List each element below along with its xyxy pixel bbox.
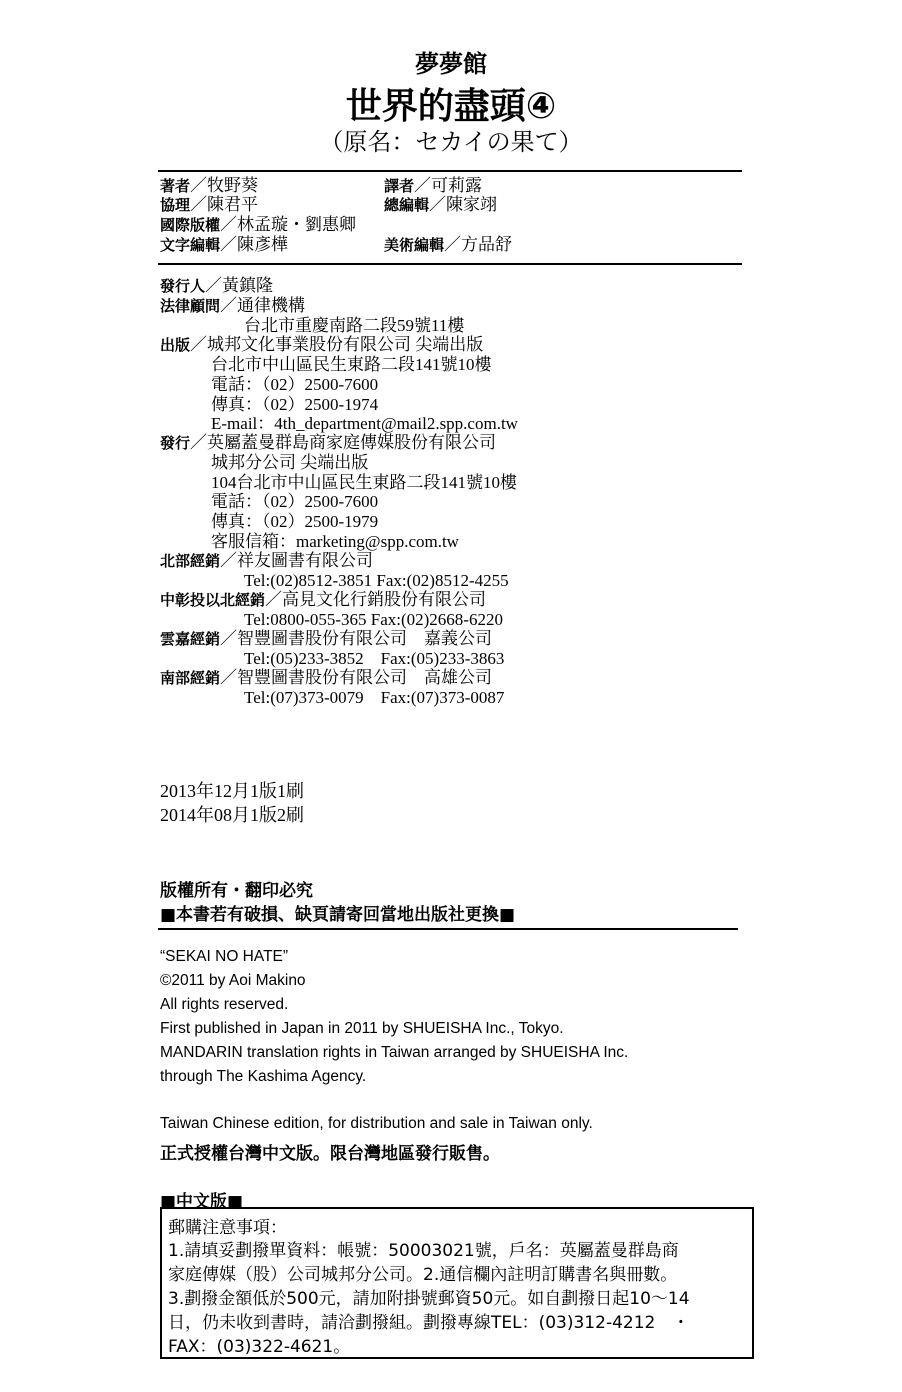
- distributor-row: [160, 433, 496, 454]
- english-line: ©2011 by Aoi Makino: [160, 972, 306, 989]
- north-value: 祥友圖書有限公司: [237, 551, 374, 570]
- separator: ／: [190, 176, 208, 195]
- credit-value: 方品舒: [461, 235, 513, 254]
- page-title: 世界的盡頭④: [345, 86, 557, 127]
- north-row: [160, 551, 373, 572]
- separator: ／: [190, 433, 208, 452]
- legal-value: 通律機構: [237, 296, 306, 315]
- separator: ／: [190, 335, 208, 354]
- south-label: 南部經銷: [160, 669, 221, 687]
- credit-value: 可莉露: [431, 176, 483, 195]
- credit-value: 陳家翊: [446, 195, 498, 214]
- publisher-address: 台北市中山區民生東路二段141號10樓: [211, 355, 492, 374]
- south-contact: Tel:(07)373-0079 Fax:(07)373-0087: [244, 688, 505, 707]
- edition-line: 2013年12月1版1刷: [160, 781, 304, 801]
- south-value: 智豐圖書股份有限公司 高雄公司: [237, 668, 493, 687]
- separator: ／: [220, 629, 238, 648]
- credit-row: [160, 235, 288, 256]
- legal-label: 法律顧問: [160, 297, 221, 315]
- distributor-phone: 電話：（02）2500-7600: [211, 492, 379, 511]
- credit-label: 美術編輯: [384, 236, 445, 254]
- edition-note: Taiwan Chinese edition, for distribution and sale in Taiwan only.: [160, 1115, 593, 1132]
- distributor-email: 客服信箱：marketing@spp.com.tw: [211, 532, 459, 551]
- separator: ／: [265, 590, 283, 609]
- separator: ／: [220, 296, 238, 315]
- distributor-address: 104台北市中山區民生東路二段141號10樓: [211, 473, 517, 492]
- separator: ／: [444, 235, 462, 254]
- publisher-value: 城邦文化事業股份有限公司 尖端出版: [207, 335, 484, 354]
- credit-row: [384, 176, 482, 197]
- divider-credits: [158, 263, 742, 265]
- north-contact: Tel:(02)8512-3851 Fax:(02)8512-4255: [244, 571, 509, 590]
- yunjia-row: [160, 629, 492, 650]
- credit-label: 總編輯: [384, 196, 430, 214]
- issuer-row: [160, 276, 273, 297]
- credit-label: 國際版權: [160, 216, 221, 234]
- english-line: First published in Japan in 2011 by SHUEISHA Inc., Tokyo.: [160, 1020, 564, 1037]
- separator: ／: [220, 551, 238, 570]
- legal-row: [160, 296, 305, 317]
- mail-order-title: 郵購注意事項：: [168, 1218, 287, 1238]
- mail-order-line: 3.劃撥金額低於500元，請加附掛號郵資50元。如自劃撥日起10～14: [168, 1289, 690, 1309]
- mail-order-box: [160, 1207, 754, 1359]
- distributor-branch: 城邦分公司 尖端出版: [211, 453, 369, 472]
- credit-label: 著者: [160, 177, 191, 195]
- credit-label: 文字編輯: [160, 236, 221, 254]
- publisher-label: 出版: [160, 336, 191, 354]
- english-line: All rights reserved.: [160, 996, 289, 1013]
- credit-label: 協理: [160, 196, 191, 214]
- publisher-line: 夢夢館: [415, 50, 487, 78]
- separator: ／: [220, 668, 238, 687]
- credit-row: [160, 195, 258, 216]
- publisher-email: E-mail：4th_department@mail2.spp.com.tw: [211, 414, 518, 433]
- yunjia-value: 智豐圖書股份有限公司 嘉義公司: [237, 629, 493, 648]
- mail-order-line: 家庭傳媒（股）公司城邦分公司。2.通信欄內註明訂購書名與冊數。: [168, 1265, 678, 1285]
- issuer-label: 發行人: [160, 277, 206, 295]
- credit-row: [384, 195, 497, 216]
- distributor-value: 英屬蓋曼群島商家庭傳媒股份有限公司: [207, 433, 497, 452]
- separator: ／: [429, 195, 447, 214]
- divider-top: [158, 170, 742, 172]
- central-label: 中彰投以北經銷: [160, 591, 266, 609]
- english-line: MANDARIN translation rights in Taiwan arranged by SHUEISHA Inc.: [160, 1044, 629, 1061]
- credit-row: [160, 215, 356, 236]
- mail-order-line: 日，仍未收到書時，請洽劃撥組。劃撥專線TEL：(03)312-4212 ・: [168, 1313, 690, 1333]
- english-line: through The Kashima Agency.: [160, 1068, 367, 1085]
- south-row: [160, 668, 492, 689]
- credit-value: 牧野葵: [207, 176, 259, 195]
- edition-line: 2014年08月1版2刷: [160, 805, 304, 825]
- credit-value: 陳彥樺: [237, 235, 289, 254]
- north-label: 北部經銷: [160, 552, 221, 570]
- legal-address: 台北市重慶南路二段59號11樓: [244, 316, 465, 335]
- english-line: “SEKAI NO HATE”: [160, 948, 289, 965]
- publisher-row: [160, 335, 483, 356]
- credit-row: [160, 176, 258, 197]
- replacement-notice: ■本書若有破損、缺頁請寄回當地出版社更換■: [160, 905, 516, 925]
- mail-order-line: FAX：(03)322-4621。: [168, 1337, 351, 1357]
- issuer-value: 黃鎮隆: [222, 276, 274, 295]
- divider-rights: [158, 928, 738, 930]
- publisher-phone: 電話：（02）2500-7600: [211, 375, 379, 394]
- separator: ／: [190, 195, 208, 214]
- credit-value: 林孟璇・劉惠卿: [237, 215, 357, 234]
- separator: ／: [414, 176, 432, 195]
- chinese-edition-heading: ■中文版■: [160, 1192, 244, 1212]
- yunjia-label: 雲嘉經銷: [160, 630, 221, 648]
- original-title: （原名：セカイの果て）: [319, 128, 583, 156]
- credit-row: [384, 235, 512, 256]
- central-value: 高見文化行銷股份有限公司: [282, 590, 487, 609]
- copyright-notice: 版權所有・翻印必究: [160, 881, 313, 901]
- credit-value: 陳君平: [207, 195, 259, 214]
- distributor-label: 發行: [160, 434, 191, 452]
- authorized-notice: 正式授權台灣中文版。限台灣地區發行販售。: [160, 1144, 500, 1164]
- central-row: [160, 590, 486, 611]
- mail-order-line: 1.請填妥劃撥單資料：帳號：50003021號，戶名：英屬蓋曼群島商: [168, 1241, 679, 1261]
- publisher-fax: 傳真：（02）2500-1974: [211, 395, 379, 414]
- separator: ／: [205, 276, 223, 295]
- separator: ／: [220, 235, 238, 254]
- credit-label: 譯者: [384, 177, 415, 195]
- yunjia-contact: Tel:(05)233-3852 Fax:(05)233-3863: [244, 649, 505, 668]
- separator: ／: [220, 215, 238, 234]
- central-contact: Tel:0800-055-365 Fax:(02)2668-6220: [244, 610, 503, 629]
- distributor-fax: 傳真：（02）2500-1979: [211, 512, 379, 531]
